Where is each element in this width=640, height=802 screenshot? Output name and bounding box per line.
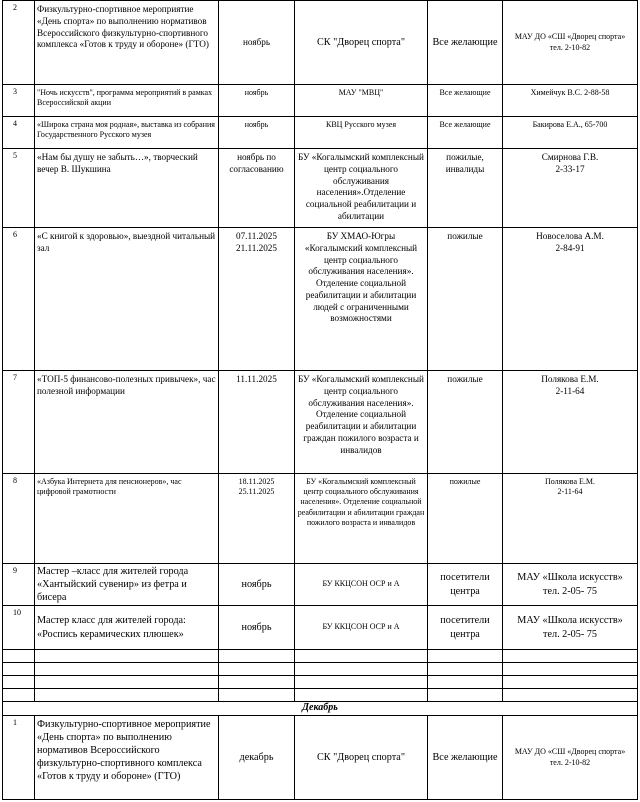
event-place: БУ ККЦСОН ОСР и А [295, 606, 428, 650]
table-row [3, 606, 638, 650]
event-audience: посетители центра [428, 564, 503, 606]
event-audience: посетители центра [428, 606, 503, 650]
event-date: 11.11.2025 [219, 371, 295, 474]
empty-row [3, 663, 638, 676]
event-title: «ТОП-5 финансово-полезных привычек», час полезной информации [35, 371, 219, 474]
empty-row [3, 689, 638, 702]
table-row [3, 716, 638, 800]
table-row [3, 149, 638, 228]
event-title: «Широка страна моя родная», выставка из собрания Государственного Русского музея [35, 117, 219, 149]
event-responsible: Бакирова Е.А., 65-700 [503, 117, 638, 149]
event-responsible: МАУ «Школа искусств» тел. 2-05- 75 [503, 606, 638, 650]
event-title: Физкультурно-спортивное мероприятие «День спорта» по выполнению нормативов Всероссийского физкультурно-спортивного комплекса «Готов к труду и обороне» (ГТО) [35, 716, 219, 800]
event-title: Мастер класс для жителей города: «Роспись керамических плюшек» [35, 606, 219, 650]
row-number: 8 [3, 474, 35, 564]
event-audience: Все желающие [428, 1, 503, 85]
event-place: БУ «Когалымский комплексный центр социального обслуживания населения». Отделение социальной реабилитации и абилитации граждан пожилого возраста и инвалидов [295, 371, 428, 474]
event-date: 07.11.2025 21.11.2025 [219, 228, 295, 371]
table-row [3, 117, 638, 149]
event-title: «С книгой к здоровью», выездной читальный зал [35, 228, 219, 371]
table-row [3, 474, 638, 564]
empty-row [3, 676, 638, 689]
row-number: 9 [3, 564, 35, 606]
table-row [3, 564, 638, 606]
event-responsible: Новоселова А.М. 2-84-91 [503, 228, 638, 371]
event-responsible: МАУ ДО «СШ «Дворец спорта» тел. 2-10-82 [503, 1, 638, 85]
event-responsible: Химейчук В.С. 2-88-58 [503, 85, 638, 117]
event-date: ноябрь [219, 85, 295, 117]
month-header-row [3, 702, 638, 716]
event-responsible: Смирнова Г.В. 2-33-17 [503, 149, 638, 228]
event-place: БУ ККЦСОН ОСР и А [295, 564, 428, 606]
table-row [3, 85, 638, 117]
event-audience: Все желающие [428, 716, 503, 800]
event-audience: пожилые [428, 228, 503, 371]
event-date: ноябрь [219, 606, 295, 650]
row-number: 1 [3, 716, 35, 800]
table-row [3, 228, 638, 371]
event-place: БУ ХМАО-Югры «Когалымский комплексный центр социального обслуживания населения». Отделение социальной реабилитации и абилитации людей с ограниченными возможностями [295, 228, 428, 371]
row-number: 3 [3, 85, 35, 117]
event-audience: Все желающие [428, 85, 503, 117]
event-title: "Ночь искусств", программа мероприятий в рамках Всероссийской акции [35, 85, 219, 117]
event-title: Физкультурно-спортивное мероприятие «День спорта» по выполнению нормативов Всероссийского физкультурно-спортивного комплекса «Готов к труду и обороне» (ГТО) [35, 1, 219, 85]
event-responsible: МАУ «Школа искусств» тел. 2-05- 75 [503, 564, 638, 606]
row-number: 6 [3, 228, 35, 371]
event-title: «Азбука Интернета для пенсионеров», час цифровой грамотности [35, 474, 219, 564]
event-responsible: Полякова Е.М. 2-11-64 [503, 371, 638, 474]
event-date: ноябрь [219, 1, 295, 85]
table-row [3, 371, 638, 474]
event-audience: пожилые, инвалиды [428, 149, 503, 228]
row-number: 4 [3, 117, 35, 149]
month-title: Декабрь [3, 702, 638, 716]
event-audience: пожилые [428, 371, 503, 474]
empty-row [3, 650, 638, 663]
event-place: СК "Дворец спорта" [295, 1, 428, 85]
row-number: 7 [3, 371, 35, 474]
events-table [2, 0, 638, 800]
event-date: декабрь [219, 716, 295, 800]
row-number: 2 [3, 1, 35, 85]
event-place: БУ «Когалымский комплексный центр социального обслуживания населения».Отделение социальной реабилитации и абилитации [295, 149, 428, 228]
event-date: ноябрь [219, 564, 295, 606]
event-date: 18.11.2025 25.11.2025 [219, 474, 295, 564]
event-responsible: МАУ ДО «СШ «Дворец спорта» тел. 2-10-82 [503, 716, 638, 800]
event-title: Мастер –класс для жителей города «Хантыйский сувенир» из фетра и бисера [35, 564, 219, 606]
row-number: 10 [3, 606, 35, 650]
event-place: СК "Дворец спорта" [295, 716, 428, 800]
event-responsible: Полякова Е.М. 2-11-64 [503, 474, 638, 564]
event-place: БУ «Когалымский комплексный центр социального обслуживания населения». Отделение социальной реабилитации и абилитации граждан пожилого возраста и инвалидов [295, 474, 428, 564]
event-audience: Все желающие [428, 117, 503, 149]
event-date: ноябрь по согласованию [219, 149, 295, 228]
table-row [3, 1, 638, 85]
event-place: КВЦ Русского музея [295, 117, 428, 149]
row-number: 5 [3, 149, 35, 228]
event-date: ноябрь [219, 117, 295, 149]
event-title: «Нам бы душу не забыть…», творческий вечер В. Шукшина [35, 149, 219, 228]
event-place: МАУ "МВЦ" [295, 85, 428, 117]
event-audience: пожилые [428, 474, 503, 564]
